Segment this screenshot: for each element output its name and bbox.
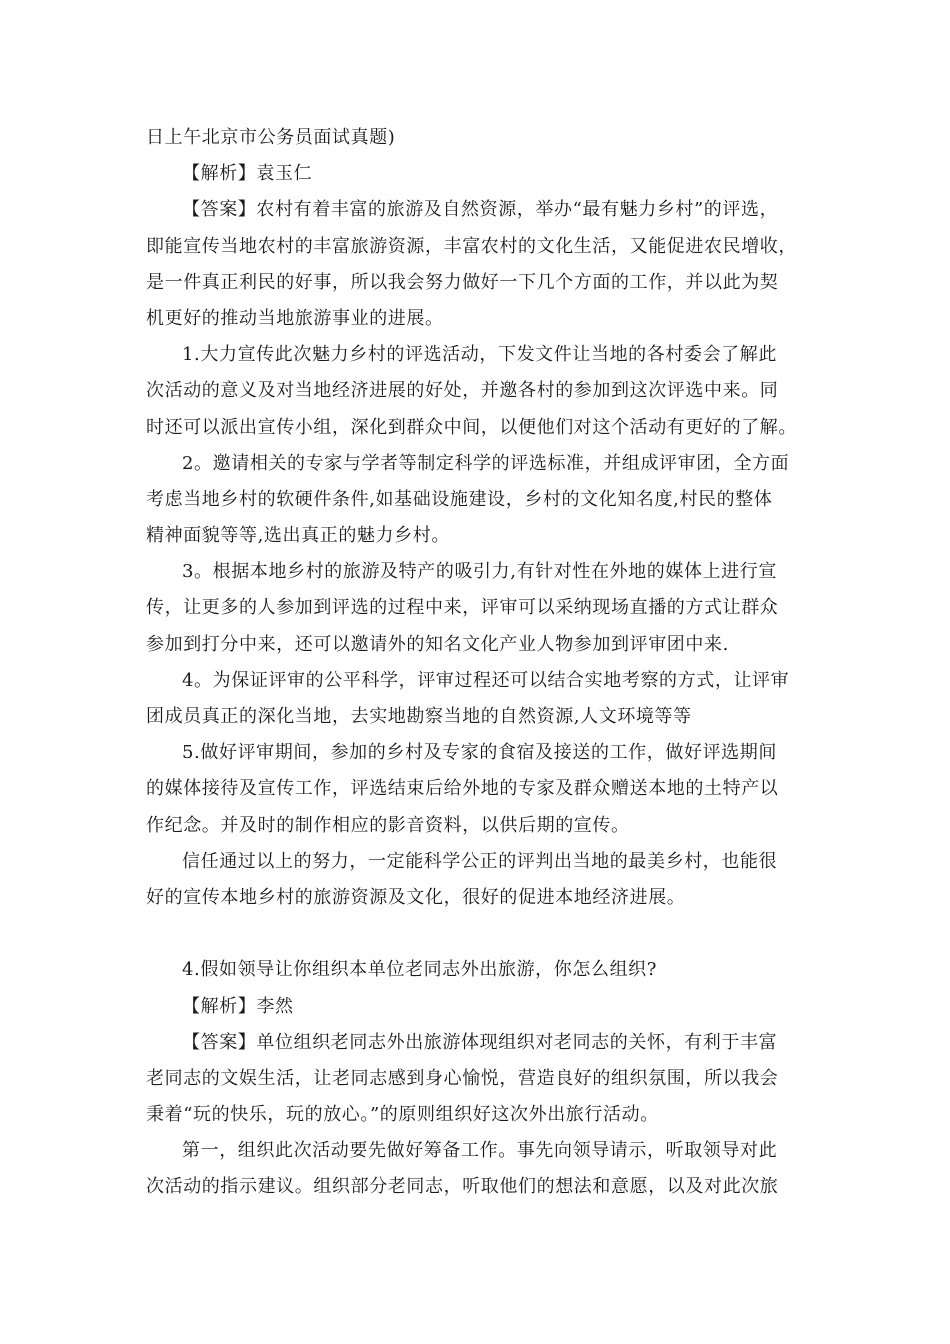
- text-line: 秉着“玩的快乐，玩的放心。”的原则组织好这次外出旅行活动。: [146, 1104, 659, 1126]
- text-line: 的媒体接待及宣传工作，评选结束后给外地的专家及群众赠送本地的土特产以: [146, 778, 779, 800]
- text-line: 老同志的文娱生活，让老同志感到身心愉悦，营造良好的组织氛围，所以我会: [146, 1067, 779, 1089]
- answer-line: 【答案】单位组织老同志外出旅游体现组织对老同志的关怀，有利于丰富: [182, 1031, 778, 1053]
- text-line: 好的宣传本地乡村的旅游资源及文化，很好的促进本地经济进展。: [146, 886, 686, 908]
- text-line: 是一件真正利民的好事，所以我会努力做好一下几个方面的工作，并以此为契: [146, 271, 779, 293]
- text-line: 次活动的意义及对当地经济进展的好处，并邀各村的参加到这次评选中来。同: [146, 380, 779, 402]
- list-item-5: 5.做好评审期间，参加的乡村及专家的食宿及接送的工作，做好评选期间: [182, 742, 777, 764]
- text-line: 考虑当地乡村的软硬件条件,如基础设施建设，乡村的文化知名度,村民的整体: [146, 488, 773, 510]
- list-item-2: 2。邀请相关的专家与学者等制定科学的评选标准，并组成评审团，全方面: [182, 452, 790, 474]
- list-item-1: 1.大力宣传此次魅力乡村的评选活动，下发文件让当地的各村委会了解此: [182, 344, 777, 366]
- text-line: 参加到打分中来，还可以邀请外的知名文化产业人物参加到评审团中来.: [146, 633, 729, 655]
- text-line: 日上午北京市公务员面试真题): [146, 127, 396, 148]
- text-line: 时还可以派出宣传小组，深化到群众中间，以便他们对这个活动有更好的了解。: [146, 416, 797, 438]
- question-heading: 4.假如领导让你组织本单位老同志外出旅游，你怎么组织?: [182, 959, 658, 981]
- analysis-label: 【解析】李然: [182, 995, 294, 1017]
- text-line: 传，让更多的人参加到评选的过程中来，评审可以采纳现场直播的方式让群众: [146, 597, 779, 619]
- list-item-4: 4。为保证评审的公平科学，评审过程还可以结合实地考察的方式，让评审: [182, 669, 790, 691]
- list-item-3: 3。根据本地乡村的旅游及特产的吸引力,有针对性在外地的媒体上进行宣: [182, 561, 777, 583]
- text-line: 即能宣传当地农村的丰富旅游资源，丰富农村的文化生活，又能促进农民增收，: [146, 235, 797, 257]
- text-line: 作纪念。并及时的制作相应的影音资料，以供后期的宣传。: [146, 814, 630, 836]
- analysis-label: 【解析】袁玉仁: [182, 163, 313, 185]
- document-page: [146, 120, 810, 1206]
- text-line: 团成员真正的深化当地，去实地勘察当地的自然资源,人文环境等等: [146, 706, 692, 727]
- paragraph-gap: [146, 916, 810, 952]
- step-one-line: 第一，组织此次活动要先做好筹备工作。事先向领导请示，听取领导对此: [182, 1140, 778, 1162]
- answer-line: 【答案】农村有着丰富的旅游及自然资源，举办“最有魅力乡村”的评选，: [182, 199, 779, 221]
- text-line: 机更好的推动当地旅游事业的进展。: [146, 307, 444, 329]
- conclusion-line: 信任通过以上的努力，一定能科学公正的评判出当地的最美乡村，也能很: [182, 850, 778, 872]
- text-line: 精神面貌等等,选出真正的魅力乡村。: [146, 525, 450, 547]
- text-line: 次活动的指示建议。组织部分老同志，听取他们的想法和意愿，以及对此次旅: [146, 1176, 779, 1198]
